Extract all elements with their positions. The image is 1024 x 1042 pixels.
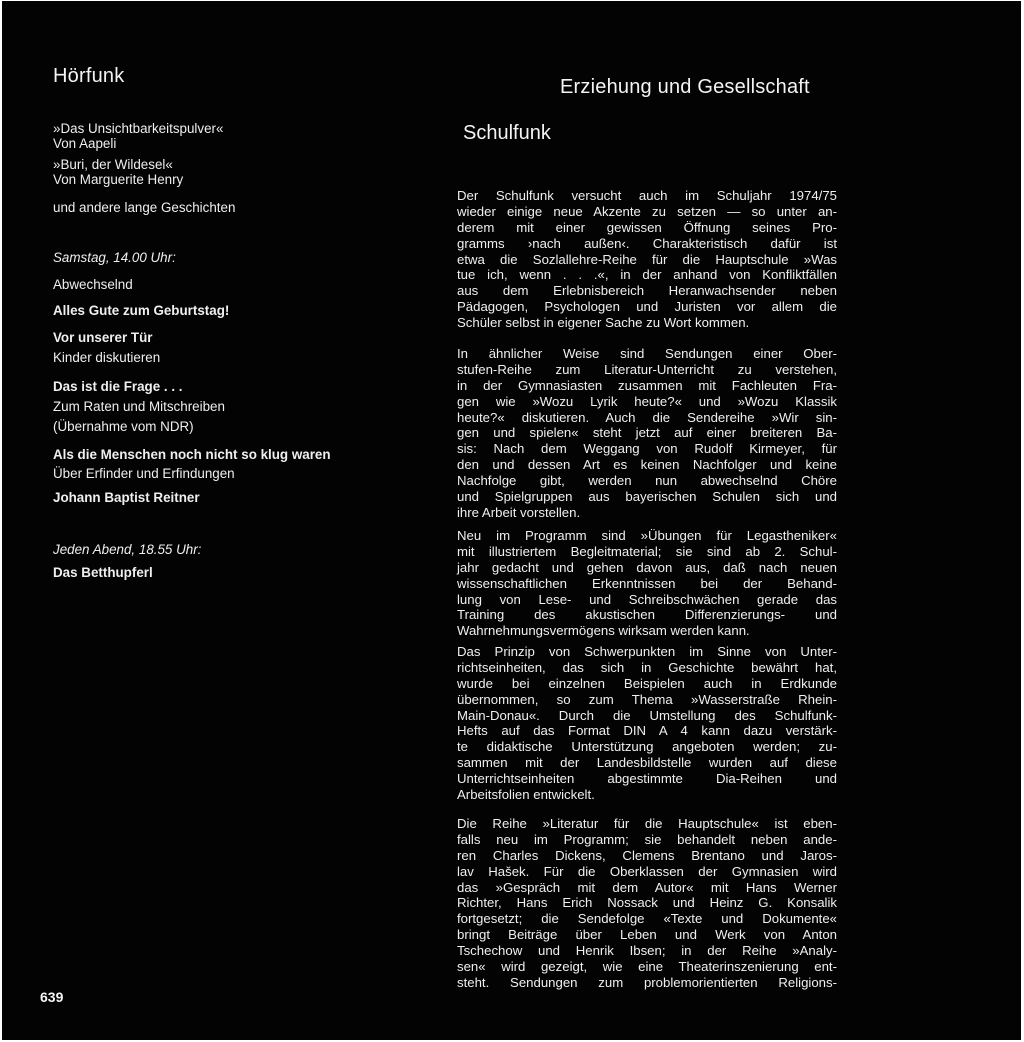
program-item: »Buri, der Wildesel«: [53, 157, 173, 172]
text-line: richtseinheiten, das sich in Geschichte bewährt hat,: [457, 659, 837, 675]
text-line: bringt Beiträge über Leben und Werk von Anton: [457, 927, 837, 943]
text-line: wieder einige neue Akzente zu setzen — so unter an-: [457, 203, 837, 219]
program-item: »Das Unsichtbarkeitspulver«: [53, 121, 224, 136]
text-line: und Spielgruppen aus bayerischen Schulen sich und: [457, 489, 837, 505]
schedule-time: Jeden Abend, 18.55 Uhr:: [53, 542, 202, 557]
program-title: Vor unserer Tür: [53, 330, 153, 345]
text-line: heute?« diskutieren. Auch die Sendereihe »Wir sin-: [457, 409, 837, 425]
text-line: Main-Donau«. Durch die Umstellung des Schulfunk-: [457, 707, 837, 723]
text-line: stufen-Reihe zum Literatur-Unterricht zu verstehen,: [457, 361, 837, 377]
text-line: sis: Nach dem Weggang von Rudolf Kirmeyer, für: [457, 441, 837, 457]
text-line: falls neu im Programm; sie behandelt neben ande-: [457, 831, 837, 847]
text-line: Training des akustischen Differenzierungs- und: [457, 607, 837, 623]
paragraph: [457, 188, 837, 331]
program-item: Abwechselnd: [53, 277, 133, 292]
text-line: den und dessen Art es keinen Nachfolger und keine: [457, 457, 837, 473]
text-line: sammen mit der Landesbildstelle wurden auf diese: [457, 755, 837, 771]
text-line: Die Reihe »Literatur für die Hauptschule« ist eben-: [457, 816, 837, 831]
text-line: te didaktische Unterstützung angeboten werden; zu-: [457, 739, 837, 755]
text-line: tue ich, wenn . . .«, in der anhand von Konfliktfällen: [457, 267, 837, 283]
program-title: Das Betthupferl: [53, 565, 153, 580]
text-line: in der Gymnasiasten zusammen mit Fachleuten Fra-: [457, 377, 837, 393]
text-line: Hefts auf das Format DIN A 4 kann dazu verstärk-: [457, 723, 837, 739]
text-line: wurde bei einzelnen Beispielen auch in Erdkunde: [457, 675, 837, 691]
text-line: gen wie »Wozu Lyrik heute?« und »Wozu Klassik: [457, 393, 837, 409]
schedule-time: Samstag, 14.00 Uhr:: [53, 250, 176, 265]
text-line: Wahrnehmungsvermögens wirksam werden kann.: [457, 623, 750, 639]
program-title: Johann Baptist Reitner: [53, 490, 200, 505]
text-line: Richter, Hans Erich Nossack und Heinz G. Konsalik: [457, 895, 837, 911]
paragraph: [457, 816, 837, 991]
text-line: gen und spielen« steht jetzt auf einer breiteren Ba-: [457, 425, 837, 441]
paragraph: [457, 644, 837, 803]
text-line: aus dem Erlebnisbereich Heranwachsender neben: [457, 283, 837, 299]
text-line: sen« wird gezeigt, wie eine Theaterinszenierung ent-: [457, 959, 837, 975]
program-item: Von Marguerite Henry: [53, 172, 184, 187]
text-line: wissenschaftlichen Erkenntnissen bei der Behand-: [457, 575, 837, 591]
text-line: das »Gespräch mit dem Autor« mit Hans Werner: [457, 879, 837, 895]
document-page: [2, 1, 1021, 1040]
text-line: Nachfolge gibt, werden nun abwechselnd Chöre: [457, 473, 837, 489]
text-line: Arbeitsfolien entwickelt.: [457, 787, 595, 803]
program-subtitle: (Übernahme vom NDR): [53, 419, 194, 434]
section-title-hoerfunk: Hörfunk: [53, 65, 125, 87]
text-line: Neu im Programm sind »Übungen für Legastheniker«: [457, 528, 837, 543]
text-line: Unterrichtseinheiten abgestimmte Dia-Reihen und: [457, 771, 837, 787]
category-header: Erziehung und Gesellschaft: [560, 76, 810, 98]
text-line: mit illustriertem Begleitmaterial; sie sind ab 2. Schul-: [457, 543, 837, 559]
text-line: gramms ›nach außen‹. Charakteristisch dafür ist: [457, 235, 837, 251]
section-title-schulfunk: Schulfunk: [463, 122, 551, 144]
page-number: 639: [40, 989, 64, 1005]
text-line: In ähnlicher Weise sind Sendungen einer Ober-: [457, 346, 837, 361]
text-line: Tschechow und Henrik Ibsen; in der Reihe »Analy-: [457, 943, 837, 959]
text-line: Das Prinzip von Schwerpunkten im Sinne von Unter-: [457, 644, 837, 659]
text-line: übernommen, so zum Thema »Wasserstraße Rhein-: [457, 691, 837, 707]
text-line: lav Hašek. Für die Oberklassen der Gymnasien wird: [457, 863, 837, 879]
program-item: und andere lange Geschichten: [53, 200, 236, 215]
text-line: etwa die Sozlallehre-Reihe für die Hauptschule »Was: [457, 251, 837, 267]
text-line: ren Charles Dickens, Clemens Brentano und Jaros-: [457, 847, 837, 863]
program-item: Von Aapeli: [53, 136, 117, 151]
program-subtitle: Über Erfinder und Erfindungen: [53, 466, 235, 481]
text-line: jahr gedacht und gehen davon aus, daß nach neuen: [457, 559, 837, 575]
text-line: lung von Lese- und Schreibschwächen gerade das: [457, 591, 837, 607]
paragraph: [457, 346, 837, 521]
text-line: Schüler selbst in eigener Sache zu Wort kommen.: [457, 315, 750, 331]
text-line: steht. Sendungen zum problemorientierten Religions-: [457, 974, 837, 990]
text-line: derem mit einer gewissen Öffnung seines Pro-: [457, 219, 837, 235]
program-subtitle: Kinder diskutieren: [53, 350, 161, 365]
text-line: Der Schulfunk versucht auch im Schuljahr 1974/75: [457, 188, 837, 203]
program-title: Alles Gute zum Geburtstag!: [53, 303, 230, 318]
paragraph: [457, 528, 837, 639]
text-line: fortgesetzt; die Sendefolge «Texte und Dokumente«: [457, 911, 837, 927]
program-title: Als die Menschen noch nicht so klug waren: [53, 447, 331, 462]
program-title: Das ist die Frage . . .: [53, 379, 183, 394]
text-line: ihre Arbeit vorstellen.: [457, 504, 581, 520]
text-line: Pädagogen, Psychologen und Juristen vor allem die: [457, 299, 837, 315]
program-subtitle: Zum Raten und Mitschreiben: [53, 399, 225, 414]
